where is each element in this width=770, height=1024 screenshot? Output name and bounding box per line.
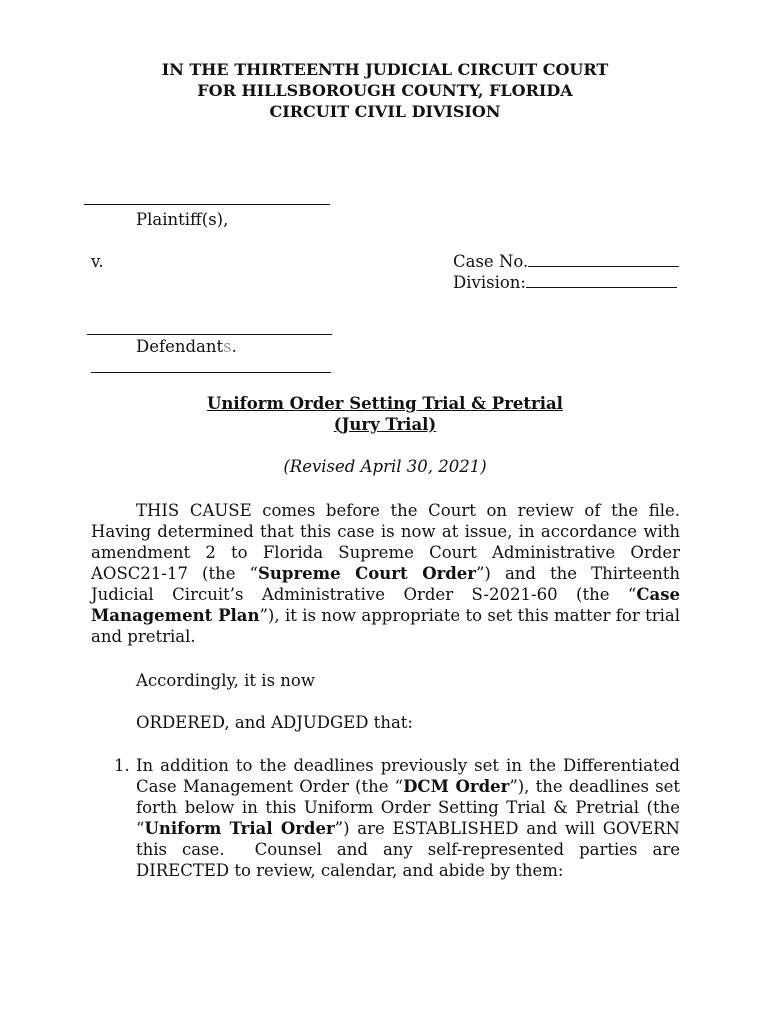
versus-label: v. [91, 252, 104, 271]
paragraph-line: and pretrial. [91, 627, 196, 646]
list-item-line: DIRECTED to review, calendar, and abide by them: [136, 861, 564, 880]
case-number-label: Case No. [453, 252, 529, 271]
paragraph-accordingly: Accordingly, it is now [136, 671, 315, 690]
paragraph-line: THIS CAUSE comes before the Court on review of the file. [136, 501, 680, 520]
paragraph-line: amendment 2 to Florida Supreme Court Administrative Order [91, 543, 680, 562]
court-header-line-3: CIRCUIT CIVIL DIVISION [269, 102, 501, 121]
court-header-line-1: IN THE THIRTEENTH JUDICIAL CIRCUIT COURT [161, 60, 609, 79]
list-item-line: forth below in this Uniform Order Setting Trial & Pretrial (the [136, 798, 680, 817]
division-blank [526, 272, 677, 288]
defendant-label: Defendants. [136, 337, 237, 356]
plaintiff-signature-line [84, 204, 330, 205]
list-item-line: this case. Counsel and any self-represented parties are [136, 840, 680, 859]
paragraph-this-cause [91, 500, 680, 647]
list-item-line: In addition to the deadlines previously set in the Differentiated [136, 756, 680, 775]
division-field [453, 272, 677, 293]
case-number-field [453, 251, 679, 272]
order-title: Uniform Order Setting Trial & Pretrial [207, 394, 563, 413]
defined-term: Supreme Court Order [258, 564, 476, 583]
defendant-signature-line [87, 334, 332, 335]
paragraph-line: AOSC21-17 (the “Supreme Court Order”) and the Thirteenth [91, 564, 680, 583]
order-subtitle: (Jury Trial) [333, 415, 437, 434]
division-label: Division: [453, 273, 526, 292]
revision-date: (Revised April 30, 2021) [283, 457, 487, 476]
paragraph-line: Judicial Circuit’s Administrative Order S-2021-60 (the “Case [91, 585, 680, 604]
court-header-line-2: FOR HILLSBOROUGH COUNTY, FLORIDA [197, 81, 573, 100]
list-item-number: 1. [114, 756, 130, 775]
defined-term: Uniform Trial Order [144, 819, 335, 838]
paragraph-ordered: ORDERED, and ADJUDGED that: [136, 713, 413, 732]
paragraph-line: Having determined that this case is now at issue, in accordance with [91, 522, 680, 541]
plaintiff-label: Plaintiff(s), [136, 210, 229, 229]
case-number-blank [528, 251, 679, 267]
defined-term: DCM Order [403, 777, 510, 796]
list-item-line: “Uniform Trial Order”) are ESTABLISHED and will GOVERN [136, 819, 680, 838]
defined-term: Management Plan [91, 606, 260, 625]
list-item [136, 755, 680, 881]
list-item-line: Case Management Order (the “DCM Order”), the deadlines set [136, 777, 680, 796]
paragraph-line: Management Plan”), it is now appropriate to set this matter for trial [91, 606, 680, 625]
caption-bottom-line [91, 372, 331, 373]
defined-term: Case [636, 585, 680, 604]
